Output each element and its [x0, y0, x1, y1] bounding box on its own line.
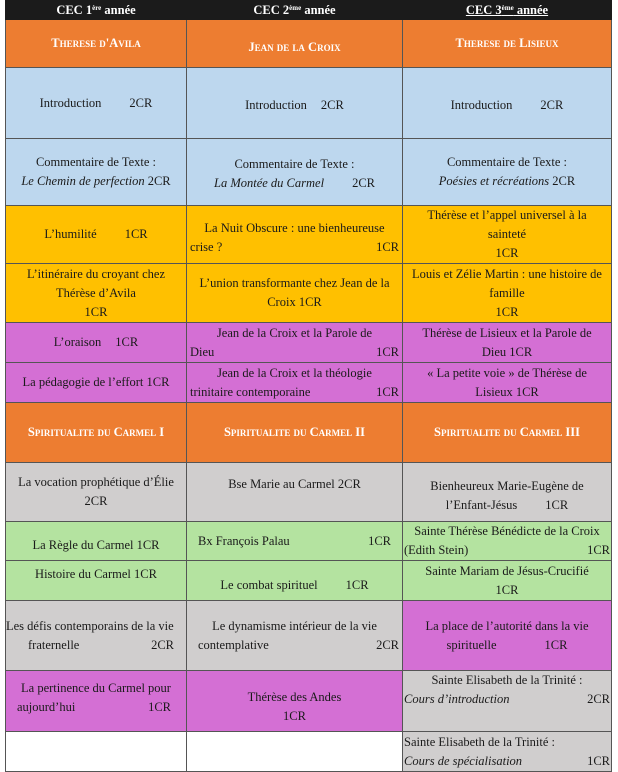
course-cell: Introduction 2CR — [6, 68, 187, 139]
course-cell: L’itinéraire du croyant chez Thérèse d’Avila 1CR — [6, 264, 187, 323]
empty-cell — [6, 732, 187, 772]
course-row — [6, 522, 612, 561]
course-cell: La pédagogie de l’effort 1CR — [6, 363, 187, 403]
curriculum-table — [5, 0, 612, 772]
year-header-row — [6, 1, 612, 20]
course-cell: Commentaire de Texte : Le Chemin de perfection 2CR — [6, 139, 187, 206]
course-cell: Sainte Thérèse Bénédicte de la Croix (Edith Stein) 1CR — [403, 522, 612, 561]
section-title: Spiritualite du Carmel II — [187, 403, 403, 463]
course-cell: Les défis contemporains de la vie fraternelle 2CR — [6, 601, 187, 671]
course-cell: Louis et Zélie Martin : une histoire de famille 1CR — [403, 264, 612, 323]
course-cell: La vocation prophétique d’Élie 2CR — [6, 463, 187, 522]
course-row — [6, 363, 612, 403]
course-cell: Histoire du Carmel 1CR — [6, 561, 187, 601]
section-title-row — [6, 403, 612, 463]
course-cell: Thérèse de Lisieux et la Parole de Dieu 1CR — [403, 323, 612, 363]
course-cell: Commentaire de Texte : La Montée du Carmel 2CR — [187, 139, 403, 206]
course-cell: Commentaire de Texte : Poésies et récréations 2CR — [403, 139, 612, 206]
year-header-2: CEC 2ème année — [187, 1, 403, 20]
course-cell: Sainte Mariam de Jésus-Crucifié 1CR — [403, 561, 612, 601]
course-cell: Introduction 2CR — [187, 68, 403, 139]
course-row — [6, 561, 612, 601]
section-title: Jean de la Croix — [187, 20, 403, 68]
course-row — [6, 601, 612, 671]
course-cell: Sainte Elisabeth de la Trinité : Cours de spécialisation 1CR — [403, 732, 612, 772]
course-cell: Jean de la Croix et la théologie trinitaire contemporaine 1CR — [187, 363, 403, 403]
course-cell: Introduction 2CR — [403, 68, 612, 139]
section-title: Therese de Lisieux — [403, 20, 612, 68]
course-cell: « La petite voie » de Thérèse de Lisieux 1CR — [403, 363, 612, 403]
course-cell: Le combat spirituel 1CR — [187, 561, 403, 601]
course-cell: L’humilité 1CR — [6, 206, 187, 264]
course-cell: Thérèse et l’appel universel à la sainteté 1CR — [403, 206, 612, 264]
course-cell: L’union transformante chez Jean de la Croix 1CR — [187, 264, 403, 323]
section-title: Spiritualite du Carmel III — [403, 403, 612, 463]
course-row — [6, 206, 612, 264]
section-title: Spiritualite du Carmel I — [6, 403, 187, 463]
course-row — [6, 323, 612, 363]
course-cell: La Nuit Obscure : une bienheureuse crise ? 1CR — [187, 206, 403, 264]
course-cell: La place de l’autorité dans la vie spirituelle 1CR — [403, 601, 612, 671]
course-row — [6, 463, 612, 522]
course-row — [6, 68, 612, 139]
year-header-1: CEC 1ère année — [6, 1, 187, 20]
section-title: Therese d'Avila — [6, 20, 187, 68]
course-cell: Bx François Palau 1CR — [187, 522, 403, 561]
course-row — [6, 139, 612, 206]
course-cell: Le dynamisme intérieur de la vie contemplative 2CR — [187, 601, 403, 671]
course-cell: Thérèse des Andes 1CR — [187, 671, 403, 732]
course-cell: La pertinence du Carmel pour aujourd’hui 1CR — [6, 671, 187, 732]
course-row — [6, 264, 612, 323]
empty-cell — [187, 732, 403, 772]
course-cell: Bienheureux Marie-Eugène de l’Enfant-Jésus 1CR — [403, 463, 612, 522]
course-cell: La Règle du Carmel 1CR — [6, 522, 187, 561]
course-cell: Bse Marie au Carmel 2CR — [187, 463, 403, 522]
course-cell: Sainte Elisabeth de la Trinité : Cours d’introduction 2CR — [403, 671, 612, 732]
year-header-3: CEC 3ème année — [403, 1, 612, 20]
section-title-row — [6, 20, 612, 68]
course-row — [6, 671, 612, 732]
course-row — [6, 732, 612, 772]
course-cell: Jean de la Croix et la Parole de Dieu 1CR — [187, 323, 403, 363]
course-cell: L’oraison 1CR — [6, 323, 187, 363]
